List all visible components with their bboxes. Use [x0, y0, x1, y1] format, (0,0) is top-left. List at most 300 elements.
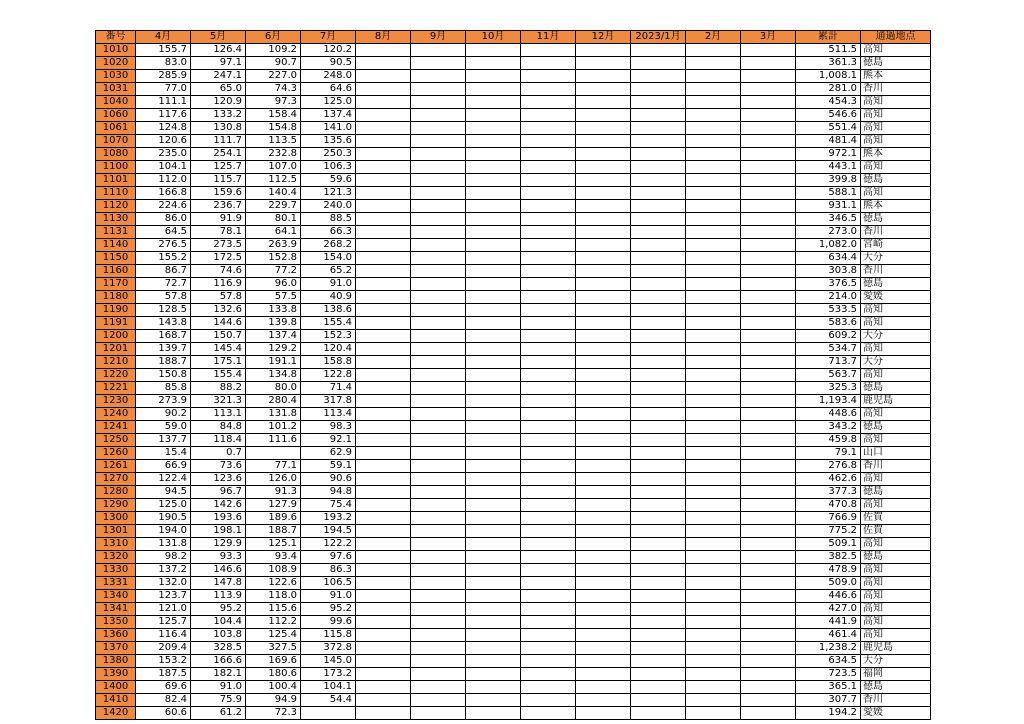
cell-mar — [741, 460, 796, 473]
cell-nov — [521, 460, 576, 473]
cell-mar — [741, 447, 796, 460]
cell-jul: 158.8 — [301, 356, 356, 369]
cell-jan — [631, 291, 686, 304]
cell-total: 713.7 — [796, 356, 861, 369]
cell-jun: 152.8 — [246, 252, 301, 265]
cell-sep — [411, 655, 466, 668]
cell-jun: 158.4 — [246, 109, 301, 122]
cell-apr: 72.7 — [136, 278, 191, 291]
table-row — [96, 512, 931, 525]
cell-feb — [686, 96, 741, 109]
cell-jun: 189.6 — [246, 512, 301, 525]
cell-location: 愛媛 — [861, 707, 931, 720]
cell-apr: 98.2 — [136, 551, 191, 564]
cell-jun: 112.2 — [246, 616, 301, 629]
cell-jan — [631, 668, 686, 681]
table-row — [96, 707, 931, 720]
cell-jan — [631, 109, 686, 122]
cell-apr: 77.0 — [136, 83, 191, 96]
cell-jul: 62.9 — [301, 447, 356, 460]
cell-jan — [631, 200, 686, 213]
cell-jan — [631, 564, 686, 577]
cell-jun: 109.2 — [246, 44, 301, 57]
cell-feb — [686, 70, 741, 83]
cell-feb — [686, 213, 741, 226]
table-row — [96, 330, 931, 343]
cell-apr: 85.8 — [136, 382, 191, 395]
cell-sep — [411, 96, 466, 109]
cell-nov — [521, 577, 576, 590]
cell-number: 1221 — [96, 382, 136, 395]
cell-location: 徳島 — [861, 421, 931, 434]
cell-jan — [631, 226, 686, 239]
cell-location: 高知 — [861, 369, 931, 382]
cell-aug — [356, 200, 411, 213]
cell-may: 115.7 — [191, 174, 246, 187]
cell-oct — [466, 187, 521, 200]
cell-number: 1140 — [96, 239, 136, 252]
cell-may: 57.8 — [191, 291, 246, 304]
cell-apr: 94.5 — [136, 486, 191, 499]
cell-aug — [356, 460, 411, 473]
cell-oct — [466, 83, 521, 96]
cell-number: 1380 — [96, 655, 136, 668]
cell-mar — [741, 252, 796, 265]
cell-sep — [411, 148, 466, 161]
cell-may: 104.4 — [191, 616, 246, 629]
cell-number: 1130 — [96, 213, 136, 226]
cell-sep — [411, 226, 466, 239]
cell-jan — [631, 408, 686, 421]
cell-mar — [741, 174, 796, 187]
cell-apr: 112.0 — [136, 174, 191, 187]
cell-nov — [521, 356, 576, 369]
cell-sep — [411, 83, 466, 96]
cell-number: 1410 — [96, 694, 136, 707]
cell-location: 高知 — [861, 187, 931, 200]
cell-number: 1230 — [96, 395, 136, 408]
cell-nov — [521, 434, 576, 447]
cell-aug — [356, 681, 411, 694]
cell-may: 74.6 — [191, 265, 246, 278]
cell-oct — [466, 408, 521, 421]
cell-mar — [741, 83, 796, 96]
cell-mar — [741, 707, 796, 720]
cell-oct — [466, 174, 521, 187]
cell-mar — [741, 135, 796, 148]
cell-may: 88.2 — [191, 382, 246, 395]
cell-number: 1061 — [96, 122, 136, 135]
rainfall-table — [95, 30, 931, 720]
cell-aug — [356, 83, 411, 96]
cell-jun: 227.0 — [246, 70, 301, 83]
table-row — [96, 96, 931, 109]
cell-total: 931.1 — [796, 200, 861, 213]
cell-jul: 54.4 — [301, 694, 356, 707]
cell-total: 1,008.1 — [796, 70, 861, 83]
cell-may: 73.6 — [191, 460, 246, 473]
cell-jun: 133.8 — [246, 304, 301, 317]
cell-jun: 108.9 — [246, 564, 301, 577]
header-dec: 12月 — [576, 31, 631, 44]
cell-oct — [466, 317, 521, 330]
cell-aug — [356, 187, 411, 200]
cell-jun: 280.4 — [246, 395, 301, 408]
cell-mar — [741, 512, 796, 525]
cell-nov — [521, 330, 576, 343]
cell-jan — [631, 57, 686, 70]
header-location: 通過地点 — [861, 31, 931, 44]
cell-may: 321.3 — [191, 395, 246, 408]
cell-sep — [411, 304, 466, 317]
cell-number: 1390 — [96, 668, 136, 681]
cell-sep — [411, 278, 466, 291]
cell-jun: 118.0 — [246, 590, 301, 603]
cell-location: 香川 — [861, 460, 931, 473]
cell-feb — [686, 512, 741, 525]
cell-total: 377.3 — [796, 486, 861, 499]
cell-dec — [576, 174, 631, 187]
cell-feb — [686, 174, 741, 187]
table-row — [96, 44, 931, 57]
cell-may: 75.9 — [191, 694, 246, 707]
cell-location: 高知 — [861, 161, 931, 174]
cell-feb — [686, 486, 741, 499]
cell-jul: 88.5 — [301, 213, 356, 226]
cell-jul: 154.0 — [301, 252, 356, 265]
cell-location: 高知 — [861, 408, 931, 421]
cell-aug — [356, 434, 411, 447]
cell-sep — [411, 590, 466, 603]
cell-aug — [356, 499, 411, 512]
cell-jul: 194.5 — [301, 525, 356, 538]
table-row — [96, 525, 931, 538]
table-row — [96, 538, 931, 551]
cell-feb — [686, 83, 741, 96]
cell-sep — [411, 538, 466, 551]
cell-apr: 124.8 — [136, 122, 191, 135]
cell-jul: 104.1 — [301, 681, 356, 694]
cell-location: 高知 — [861, 616, 931, 629]
cell-total: 470.8 — [796, 499, 861, 512]
cell-number: 1330 — [96, 564, 136, 577]
cell-dec — [576, 330, 631, 343]
cell-number: 1400 — [96, 681, 136, 694]
cell-jan — [631, 590, 686, 603]
cell-nov — [521, 174, 576, 187]
table-row — [96, 395, 931, 408]
cell-mar — [741, 408, 796, 421]
cell-jul: 248.0 — [301, 70, 356, 83]
cell-jun: 263.9 — [246, 239, 301, 252]
cell-mar — [741, 499, 796, 512]
cell-jan — [631, 96, 686, 109]
cell-mar — [741, 226, 796, 239]
cell-nov — [521, 304, 576, 317]
cell-jul: 121.3 — [301, 187, 356, 200]
cell-dec — [576, 369, 631, 382]
cell-nov — [521, 122, 576, 135]
cell-jan — [631, 499, 686, 512]
cell-apr: 90.2 — [136, 408, 191, 421]
cell-apr: 190.5 — [136, 512, 191, 525]
cell-number: 1420 — [96, 707, 136, 720]
cell-dec — [576, 70, 631, 83]
cell-jan — [631, 616, 686, 629]
cell-sep — [411, 369, 466, 382]
cell-sep — [411, 434, 466, 447]
cell-feb — [686, 395, 741, 408]
cell-mar — [741, 96, 796, 109]
cell-aug — [356, 525, 411, 538]
cell-feb — [686, 642, 741, 655]
cell-number: 1030 — [96, 70, 136, 83]
cell-jul: 317.8 — [301, 395, 356, 408]
cell-number: 1360 — [96, 629, 136, 642]
table-row — [96, 694, 931, 707]
cell-number: 1131 — [96, 226, 136, 239]
cell-mar — [741, 187, 796, 200]
cell-total: 376.5 — [796, 278, 861, 291]
cell-oct — [466, 551, 521, 564]
cell-aug — [356, 590, 411, 603]
header-jan: 2023/1月 — [631, 31, 686, 44]
table-row — [96, 122, 931, 135]
cell-nov — [521, 213, 576, 226]
cell-nov — [521, 616, 576, 629]
cell-sep — [411, 187, 466, 200]
cell-sep — [411, 265, 466, 278]
table-row — [96, 174, 931, 187]
cell-oct — [466, 577, 521, 590]
cell-number: 1341 — [96, 603, 136, 616]
cell-dec — [576, 187, 631, 200]
cell-location: 熊本 — [861, 200, 931, 213]
cell-number: 1301 — [96, 525, 136, 538]
cell-oct — [466, 109, 521, 122]
cell-jan — [631, 473, 686, 486]
cell-nov — [521, 239, 576, 252]
cell-jul: 90.5 — [301, 57, 356, 70]
cell-mar — [741, 486, 796, 499]
cell-number: 1331 — [96, 577, 136, 590]
cell-nov — [521, 291, 576, 304]
table-row — [96, 148, 931, 161]
cell-apr: 139.7 — [136, 343, 191, 356]
cell-aug — [356, 122, 411, 135]
cell-feb — [686, 382, 741, 395]
cell-sep — [411, 603, 466, 616]
cell-feb — [686, 343, 741, 356]
cell-total: 281.0 — [796, 83, 861, 96]
cell-sep — [411, 356, 466, 369]
cell-aug — [356, 239, 411, 252]
cell-total: 399.8 — [796, 174, 861, 187]
cell-may: 111.7 — [191, 135, 246, 148]
cell-total: 361.3 — [796, 57, 861, 70]
cell-dec — [576, 434, 631, 447]
cell-jul: 155.4 — [301, 317, 356, 330]
cell-jun: 154.8 — [246, 122, 301, 135]
cell-jun: 94.9 — [246, 694, 301, 707]
cell-jan — [631, 512, 686, 525]
cell-jul: 268.2 — [301, 239, 356, 252]
cell-jul: 120.2 — [301, 44, 356, 57]
cell-nov — [521, 96, 576, 109]
cell-feb — [686, 525, 741, 538]
cell-jul: 95.2 — [301, 603, 356, 616]
cell-apr: 285.9 — [136, 70, 191, 83]
cell-sep — [411, 395, 466, 408]
cell-sep — [411, 291, 466, 304]
cell-dec — [576, 603, 631, 616]
cell-feb — [686, 577, 741, 590]
cell-total: 194.2 — [796, 707, 861, 720]
cell-oct — [466, 694, 521, 707]
cell-number: 1110 — [96, 187, 136, 200]
cell-jan — [631, 213, 686, 226]
cell-jun: 100.4 — [246, 681, 301, 694]
cell-aug — [356, 447, 411, 460]
cell-aug — [356, 408, 411, 421]
table-row — [96, 187, 931, 200]
table-row — [96, 70, 931, 83]
cell-apr: 104.1 — [136, 161, 191, 174]
cell-sep — [411, 200, 466, 213]
cell-sep — [411, 213, 466, 226]
cell-may: 129.9 — [191, 538, 246, 551]
cell-oct — [466, 642, 521, 655]
cell-dec — [576, 44, 631, 57]
header-sep: 9月 — [411, 31, 466, 44]
cell-oct — [466, 330, 521, 343]
cell-jan — [631, 434, 686, 447]
cell-jun: 125.1 — [246, 538, 301, 551]
cell-may: 65.0 — [191, 83, 246, 96]
cell-jan — [631, 317, 686, 330]
cell-total: 427.0 — [796, 603, 861, 616]
header-mar: 3月 — [741, 31, 796, 44]
cell-nov — [521, 395, 576, 408]
cell-apr: 235.0 — [136, 148, 191, 161]
cell-aug — [356, 668, 411, 681]
cell-feb — [686, 590, 741, 603]
cell-number: 1150 — [96, 252, 136, 265]
cell-apr: 155.7 — [136, 44, 191, 57]
cell-dec — [576, 473, 631, 486]
cell-jun: 125.4 — [246, 629, 301, 642]
cell-apr: 120.6 — [136, 135, 191, 148]
cell-location: 高知 — [861, 434, 931, 447]
cell-mar — [741, 395, 796, 408]
cell-jun: 112.5 — [246, 174, 301, 187]
cell-jul: 66.3 — [301, 226, 356, 239]
cell-location: 高知 — [861, 109, 931, 122]
cell-jun: 232.8 — [246, 148, 301, 161]
cell-feb — [686, 291, 741, 304]
cell-apr: 150.8 — [136, 369, 191, 382]
cell-jan — [631, 577, 686, 590]
cell-number: 1240 — [96, 408, 136, 421]
cell-apr: 69.6 — [136, 681, 191, 694]
cell-feb — [686, 447, 741, 460]
header-total: 累計 — [796, 31, 861, 44]
cell-nov — [521, 473, 576, 486]
cell-number: 1190 — [96, 304, 136, 317]
cell-location: 熊本 — [861, 148, 931, 161]
table-row — [96, 135, 931, 148]
cell-may: 61.2 — [191, 707, 246, 720]
table-row — [96, 408, 931, 421]
cell-may: 120.9 — [191, 96, 246, 109]
cell-jun: 137.4 — [246, 330, 301, 343]
cell-jun: 93.4 — [246, 551, 301, 564]
cell-may: 113.9 — [191, 590, 246, 603]
cell-dec — [576, 57, 631, 70]
cell-sep — [411, 694, 466, 707]
cell-dec — [576, 538, 631, 551]
cell-jun: 191.1 — [246, 356, 301, 369]
cell-sep — [411, 460, 466, 473]
cell-oct — [466, 707, 521, 720]
cell-dec — [576, 408, 631, 421]
cell-number: 1031 — [96, 83, 136, 96]
cell-aug — [356, 213, 411, 226]
table-row — [96, 83, 931, 96]
cell-aug — [356, 616, 411, 629]
cell-aug — [356, 135, 411, 148]
cell-dec — [576, 291, 631, 304]
cell-feb — [686, 317, 741, 330]
cell-total: 461.4 — [796, 629, 861, 642]
cell-total: 972.1 — [796, 148, 861, 161]
cell-number: 1120 — [96, 200, 136, 213]
cell-aug — [356, 603, 411, 616]
cell-jun: 91.3 — [246, 486, 301, 499]
cell-mar — [741, 434, 796, 447]
cell-oct — [466, 421, 521, 434]
cell-apr: 137.2 — [136, 564, 191, 577]
cell-nov — [521, 135, 576, 148]
cell-nov — [521, 642, 576, 655]
cell-nov — [521, 161, 576, 174]
cell-feb — [686, 707, 741, 720]
cell-jul: 71.4 — [301, 382, 356, 395]
cell-may: 126.4 — [191, 44, 246, 57]
cell-dec — [576, 694, 631, 707]
cell-total: 441.9 — [796, 616, 861, 629]
cell-location: 大分 — [861, 252, 931, 265]
cell-dec — [576, 356, 631, 369]
cell-number: 1040 — [96, 96, 136, 109]
cell-mar — [741, 668, 796, 681]
cell-jul: 138.6 — [301, 304, 356, 317]
cell-aug — [356, 707, 411, 720]
cell-aug — [356, 473, 411, 486]
table-row — [96, 109, 931, 122]
cell-feb — [686, 499, 741, 512]
cell-location: 鹿児島 — [861, 642, 931, 655]
cell-jan — [631, 83, 686, 96]
cell-location: 徳島 — [861, 57, 931, 70]
cell-nov — [521, 109, 576, 122]
cell-oct — [466, 473, 521, 486]
cell-feb — [686, 57, 741, 70]
cell-feb — [686, 44, 741, 57]
cell-jun: 327.5 — [246, 642, 301, 655]
cell-jan — [631, 707, 686, 720]
cell-dec — [576, 122, 631, 135]
